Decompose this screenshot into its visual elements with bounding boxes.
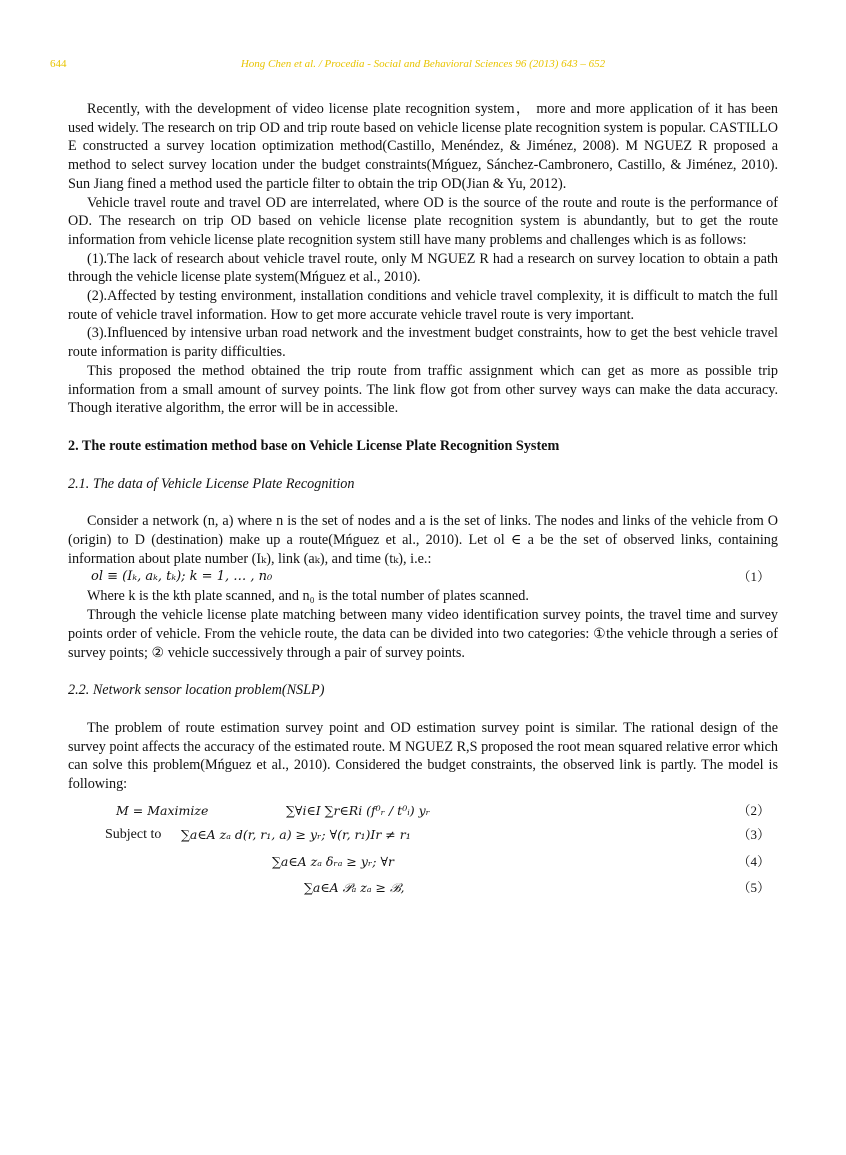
paragraph: Where k is the kth plate scanned, and n₀ is the total number of plates scanned. <box>87 588 529 605</box>
model-constraint-4 <box>68 853 778 875</box>
paragraph: The problem of route estimation survey point and OD estimation survey point is similar. The rational design of the survey point affects the accuracy of the estimated route. M NGUEZ R,S proposed the root mean squared relative error which can solve this problem(Mńguez et al., 2010). Considered the budget constraints, the observed link is partly. The model is following: <box>68 719 778 793</box>
running-header <box>50 58 796 74</box>
objective-expression: ∑∀i∈I ∑r∈Ri (f⁰ᵣ / t⁰ᵢ) yᵣ <box>286 802 430 818</box>
running-title: Hong Chen et al. / Procedia - Social and Behavioral Sciences 96 (2013) 643 – 652 <box>240 58 606 70</box>
paragraph: (1).The lack of research about vehicle travel route, only M NGUEZ R had a research on survey location to obtain a path through the vehicle license plate system(Mńguez et al., 2010). <box>68 250 778 286</box>
equation-1-expr: ol ≡ (Iₖ, aₖ, tₖ); k = 1, … , n₀ <box>91 569 273 585</box>
constraint-3-expression: ∑a∈A zₐ d(r, r₁, a) ≥ yᵣ; ∀(r, r₁)Ir ≠ r₁ <box>181 826 411 842</box>
subject-to-label: Subject to <box>105 826 162 842</box>
objective-label: M = Maximize <box>116 802 209 818</box>
paragraph: (3).Influenced by intensive urban road network and the investment budget constraints, how to get the best vehicle travel route information is parity difficulties. <box>68 325 778 361</box>
equation-5-number: （5） <box>737 879 770 895</box>
equation-3-number: （3） <box>737 826 770 842</box>
model-constraint-3 <box>68 826 778 848</box>
paragraph: Consider a network (n, a) where n is the set of nodes and a is the set of links. The nodes and links of the vehicle from O (origin) to D (destination) make up a route(Mńguez et al., 2010). Let ol ∈ a be the set of observed links, containing information about plate number (Iₖ), link (aₖ), and time (tₖ), i.e.: <box>68 513 778 567</box>
paragraph: This proposed the method obtained the trip route from traffic assignment which can get as more as possible trip information from a small amount of survey points. The link flow got from other survey ways can make the data accuracy. Though iterative algorithm, the error will be in accessible. <box>68 362 778 417</box>
model-objective <box>68 800 778 822</box>
paragraph: Through the vehicle license plate matching between many video identification survey points, the travel time and survey points order of vehicle. From the vehicle route, the data can be divided into two categories: ①the vehicle through a series of survey points; ② vehicle successively through a pair of survey points. <box>68 607 778 661</box>
paragraph: Recently, with the development of video license plate recognition system， more and more application of it has been used widely. The research on trip OD and trip route based on vehicle license plate recognition system is popular. CASTILLO E constructed a survey location optimization method(Castillo, Menéndez, & Jiménez, 2008). M NGUEZ R proposed a method to select survey location under the budget constraints(Mńguez, Sánchez-Cambronero, Castillo, & Jiménez, 2010). Sun Jiang fined a method used the particle filter to obtain the trip OD(Jian & Yu, 2012). <box>68 101 778 192</box>
equation-1-number: （1） <box>737 569 770 585</box>
article-body <box>68 100 778 906</box>
subsection-heading: 2.2. Network sensor location problem(NSLP) <box>68 682 325 699</box>
section-heading: 2. The route estimation method base on Vehicle License Plate Recognition System <box>68 437 560 454</box>
page-number: 644 <box>50 58 67 70</box>
model-constraint-5 <box>68 879 778 901</box>
equation-1 <box>68 568 778 587</box>
equation-2-number: （2） <box>737 802 770 818</box>
equation-4-number: （4） <box>737 853 770 869</box>
subsection-heading: 2.1. The data of Vehicle License Plate Recognition <box>68 475 355 492</box>
optimization-model <box>68 798 778 906</box>
paragraph: Vehicle travel route and travel OD are interrelated, where OD is the source of the route and route is the performance of OD. The research on trip OD based on vehicle license plate recognition system is abundantly, but to get the route information from vehicle license plate recognition system still have many problems and challenges which is as follows: <box>68 194 778 248</box>
constraint-5-expression: ∑a∈A 𝒫ₐ zₐ ≥ ℬ, <box>304 879 405 895</box>
paragraph: (2).Affected by testing environment, installation conditions and vehicle travel complexity, it is difficult to match the full route of vehicle travel information. How to get more accurate vehicle travel route is very important. <box>68 288 778 323</box>
constraint-4-expression: ∑a∈A zₐ δᵣₐ ≥ yᵣ; ∀r <box>272 853 394 869</box>
